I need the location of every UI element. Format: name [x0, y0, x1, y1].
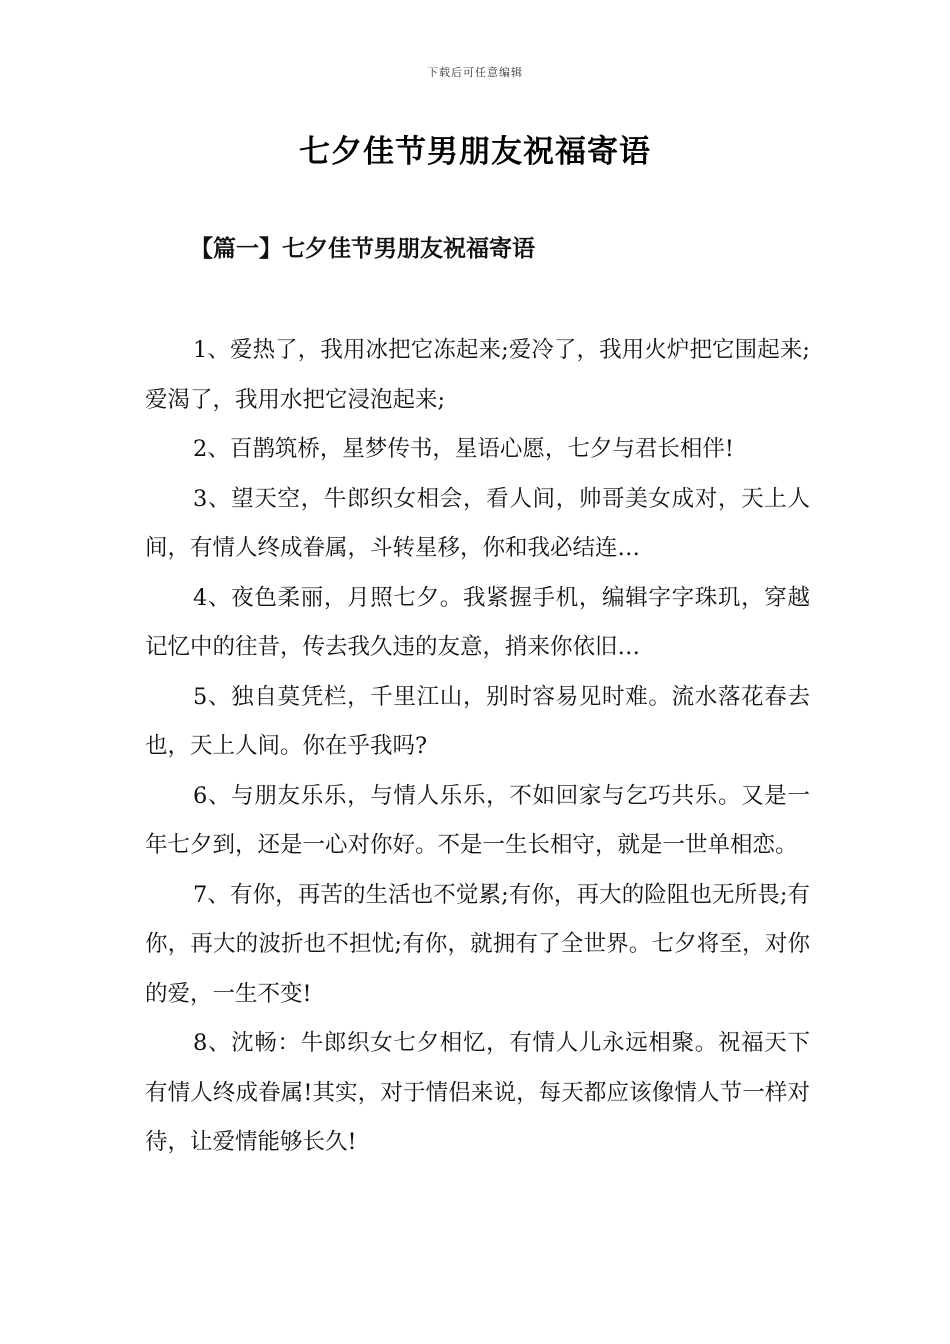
paragraph-3: 3、望天空，牛郎织女相会，看人间，帅哥美女成对，天上人间，有情人终成眷属，斗转星移，你和我必结连… [145, 485, 810, 561]
paragraph-5: 5、独自莫凭栏，千里江山，别时容易见时难。流水落花春去也，天上人间。你在乎我吗? [145, 683, 810, 759]
paragraph-6: 6、与朋友乐乐，与情人乐乐，不如回家与乞巧共乐。又是一年七夕到，还是一心对你好。不是一生长相守，就是一世单相恋。 [145, 782, 810, 858]
section-heading: 【篇一】七夕佳节男朋友祝福寄语 [190, 235, 535, 262]
body-text [145, 326, 810, 1168]
paragraph-7: 7、有你，再苦的生活也不觉累;有你，再大的险阻也无所畏;有你，再大的波折也不担忧;有你，就拥有了全世界。七夕将至，对你的爱，一生不变! [145, 881, 810, 1007]
header-note: 下载后可任意编辑 [427, 66, 523, 79]
paragraph-4: 4、夜色柔丽，月照七夕。我紧握手机，编辑字字珠玑，穿越记忆中的往昔，传去我久违的友意，捎来你依旧… [145, 584, 810, 660]
paragraph-8: 8、沈畅：牛郎织女七夕相忆，有情人儿永远相聚。祝福天下有情人终成眷属!其实，对于情侣来说，每天都应该像情人节一样对待，让爱情能够长久! [145, 1030, 810, 1155]
paragraph-2: 2、百鹊筑桥，星梦传书，星语心愿，七夕与君长相伴! [193, 436, 734, 462]
paragraph-1: 1、爱热了，我用冰把它冻起来;爱冷了，我用火炉把它围起来;爱渴了，我用水把它浸泡起来; [145, 337, 810, 413]
document-title: 七夕佳节男朋友祝福寄语 [299, 134, 651, 170]
